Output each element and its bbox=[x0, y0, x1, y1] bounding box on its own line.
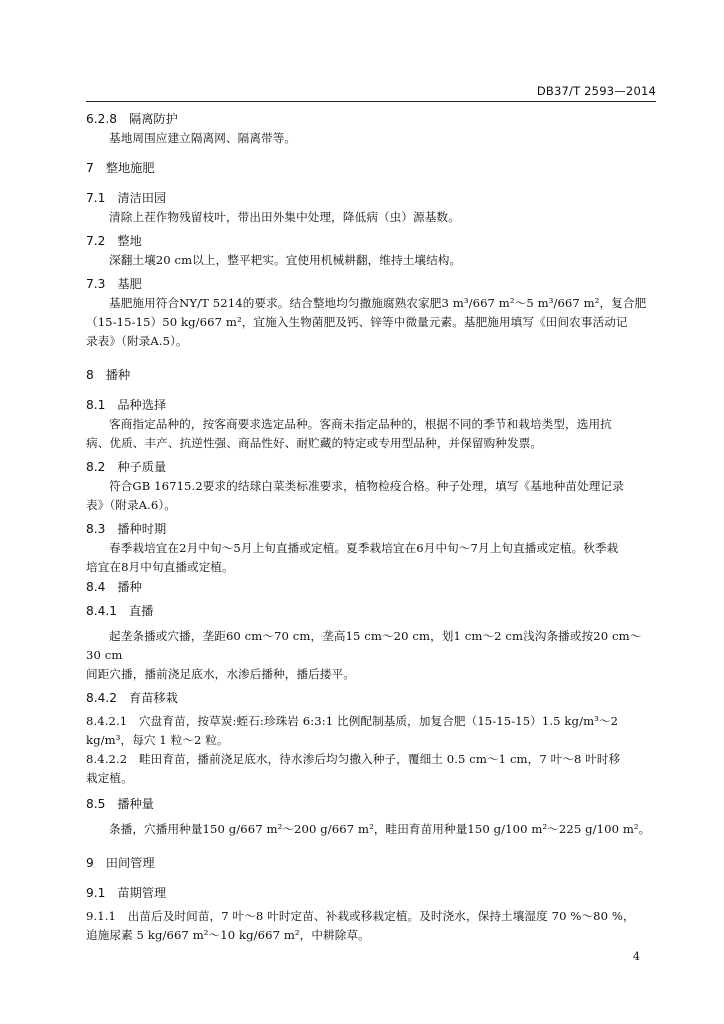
heading-number: 6.2.8 bbox=[86, 112, 118, 126]
paragraph-8-3-line: 春季栽培宜在2月中旬～5月上旬直播或定植。夏季栽培宜在6月中旬～7月上旬直播或定植。秋季栽 bbox=[109, 541, 619, 555]
paragraph-7-2: 深翻土壤20 cm以上，整平耙实。宜使用机械耕翻，维持土壤结构。 bbox=[109, 253, 462, 267]
paragraph-8-1-line: 客商指定品种的，按客商要求选定品种。客商未指定品种的，根据不同的季节和栽培类型，选用抗 bbox=[109, 417, 612, 431]
heading-8-4 bbox=[86, 577, 656, 597]
heading-number: 7.2 bbox=[86, 234, 106, 248]
paragraph-7-1: 清除上茬作物残留枝叶，带出田外集中处理，降低病（虫）源基数。 bbox=[109, 210, 460, 224]
heading-title: 整地 bbox=[117, 234, 142, 248]
paragraph-6-2-8: 基地周围应建立隔离网、隔离带等。 bbox=[109, 131, 297, 145]
heading-number: 7.1 bbox=[86, 191, 106, 205]
heading-8-4-1 bbox=[86, 601, 656, 621]
heading-8-3 bbox=[86, 519, 656, 539]
heading-7-2 bbox=[86, 231, 656, 251]
clause-8-4-2-2-line: 栽定植。 bbox=[86, 771, 133, 785]
heading-number: 7.3 bbox=[86, 277, 106, 291]
heading-title: 田间管理 bbox=[105, 856, 155, 870]
clause-8-4-2-1-line: 8.4.2.1 穴盘育苗，按草炭:蛭石:珍珠岩 6:3:1 比例配制基质，加复合肥（15-15-15）1.5 kg/m³～2 bbox=[86, 714, 619, 728]
paragraph-8-3-line: 培宜在8月中旬直播或定植。 bbox=[86, 560, 234, 574]
paragraph-7-3-line: 基肥施用符合NY/T 5214的要求。结合整地均匀撒施腐熟农家肥3 m³/667 m²～5 m³/667 m²，复合肥 bbox=[109, 296, 647, 310]
paragraph-8-5: 条播，穴播用种量150 g/667 m²～200 g/667 m²，畦田育苗用种量150 g/100 m²～225 g/100 m²。 bbox=[109, 822, 651, 836]
heading-9-1 bbox=[86, 883, 656, 903]
heading-9 bbox=[86, 853, 656, 873]
paragraph-8-4-1-line: 起垄条播或穴播，垄距60 cm～70 cm，垄高15 cm～20 cm，划1 cm～2 cm浅沟条播或按20 cm～30 cm bbox=[86, 629, 642, 662]
heading-number: 9.1 bbox=[86, 886, 106, 900]
document-number: DB37/T 2593—2014 bbox=[536, 84, 656, 98]
header-rule bbox=[86, 101, 656, 102]
heading-7 bbox=[86, 158, 656, 178]
heading-number: 9 bbox=[86, 856, 94, 870]
page-number: 4 bbox=[633, 950, 640, 963]
heading-number: 8.4 bbox=[86, 580, 106, 594]
heading-title: 播种时期 bbox=[117, 522, 167, 536]
paragraph-7-3-line: 录表》（附录A.5）。 bbox=[86, 334, 188, 348]
heading-title: 种子质量 bbox=[117, 460, 167, 474]
heading-7-3 bbox=[86, 274, 656, 294]
paragraph-8-4-1-line: 间距穴播，播前浇足底水，水渗后播种，播后搂平。 bbox=[86, 667, 355, 681]
heading-title: 育苗移栽 bbox=[129, 691, 178, 705]
heading-8-1 bbox=[86, 395, 656, 415]
heading-title: 清洁田园 bbox=[117, 191, 167, 205]
heading-number: 8.4.1 bbox=[86, 604, 118, 618]
heading-6-2-8 bbox=[86, 109, 656, 129]
heading-number: 8.5 bbox=[86, 797, 106, 811]
heading-title: 基肥 bbox=[117, 277, 142, 291]
heading-number: 8.1 bbox=[86, 398, 106, 412]
heading-title: 播种量 bbox=[117, 797, 154, 811]
clause-8-4-2-1-line: kg/m³，每穴 1 粒～2 粒。 bbox=[86, 733, 229, 747]
clause-9-1-1-line: 9.1.1 出苗后及时间苗，7 叶～8 叶时定苗、补栽或移栽定植。及时浇水，保持土壤湿度 70 %～80 %， bbox=[86, 909, 635, 923]
heading-8 bbox=[86, 365, 656, 385]
paragraph-8-1-line: 病、优质、丰产、抗逆性强、商品性好、耐贮藏的特定或专用型品种，并保留购种发票。 bbox=[86, 436, 543, 450]
heading-number: 8.4.2 bbox=[86, 691, 118, 705]
clause-9-1-1-line: 追施尿素 5 kg/667 m²～10 kg/667 m²，中耕除草。 bbox=[86, 928, 370, 942]
paragraph-8-2-line: 符合GB 16715.2要求的结球白菜类标准要求，植物检疫合格。种子处理，填写《基地种苗处理记录 bbox=[109, 479, 624, 493]
heading-title: 播种 bbox=[117, 580, 142, 594]
heading-8-5 bbox=[86, 794, 656, 814]
heading-number: 8.3 bbox=[86, 522, 106, 536]
heading-title: 整地施肥 bbox=[105, 161, 155, 175]
clause-8-4-2-2-line: 8.4.2.2 畦田育苗，播前浇足底水，待水渗后均匀撒入种子，覆细土 0.5 cm～1 cm，7 叶～8 叶时移 bbox=[86, 752, 621, 766]
heading-number: 8 bbox=[86, 368, 94, 382]
heading-8-2 bbox=[86, 457, 656, 477]
heading-title: 直播 bbox=[129, 604, 154, 618]
heading-title: 隔离防护 bbox=[129, 112, 178, 126]
heading-title: 苗期管理 bbox=[117, 886, 167, 900]
heading-title: 品种选择 bbox=[117, 398, 167, 412]
heading-number: 8.2 bbox=[86, 460, 106, 474]
heading-title: 播种 bbox=[105, 368, 131, 382]
document-body bbox=[86, 109, 656, 945]
heading-number: 7 bbox=[86, 161, 94, 175]
paragraph-8-2-line: 表》（附录A.6）。 bbox=[86, 498, 176, 512]
heading-8-4-2 bbox=[86, 688, 656, 708]
heading-7-1 bbox=[86, 188, 656, 208]
paragraph-7-3-line: （15-15-15）50 kg/667 m²，宜施入生物菌肥及钙、锌等中微量元素。基肥施用填写《田间农事活动记 bbox=[86, 315, 628, 329]
